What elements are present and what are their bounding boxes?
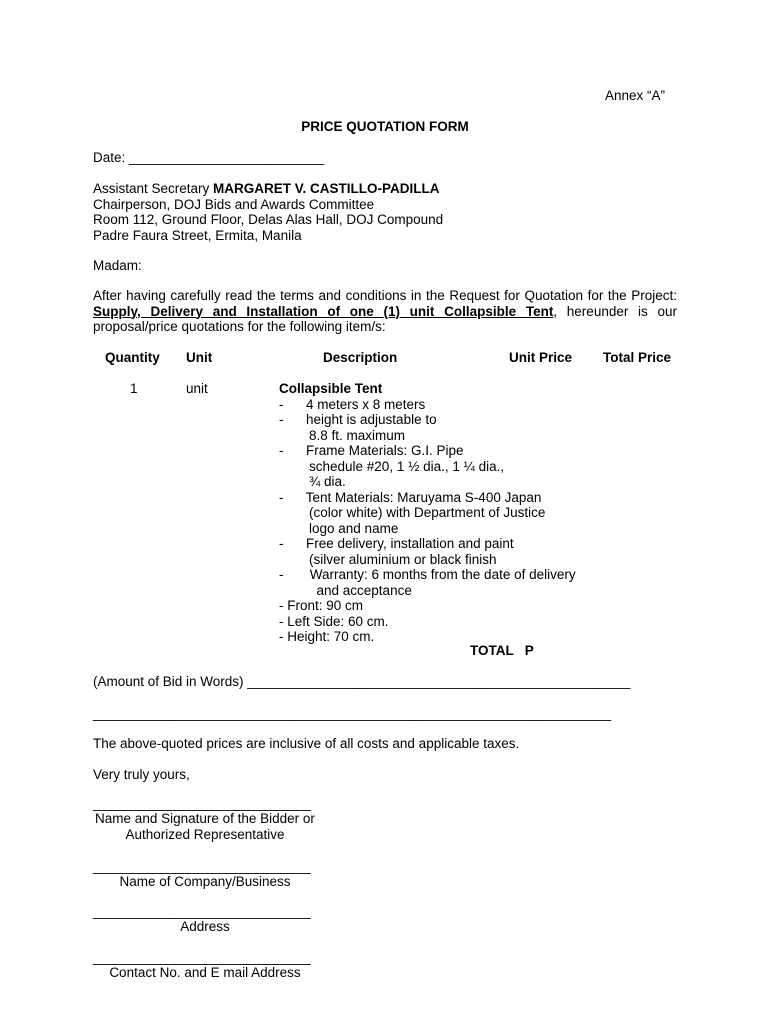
form-title: PRICE QUOTATION FORM: [301, 119, 469, 134]
addressee-line: Room 112, Ground Floor, Delas Alas Hall, DOJ Compound: [93, 212, 444, 227]
col-header-unit-price: Unit Price: [509, 350, 573, 365]
desc-line: - Tent Materials: Maruyama S-400 Japan: [279, 489, 542, 505]
company-line: _____________________________: [93, 859, 311, 874]
desc-line: - 4 meters x 8 meters: [279, 396, 426, 412]
intro-after: , hereunder is our proposal/price quotations for the following item/s:: [93, 303, 678, 334]
row-quantity: 1: [130, 381, 138, 396]
salutation: Madam:: [93, 258, 142, 273]
intro-paragraph: [93, 288, 677, 335]
desc-line: schedule #20, 1 ½ dia., 1 ¼ dia.,: [279, 458, 505, 474]
contact-label: Contact No. and E mail Address: [109, 965, 301, 980]
col-header-total-price: Total Price: [603, 350, 672, 365]
desc-line: 8.8 ft. maximum: [279, 427, 406, 443]
inclusive-note: The above-quoted prices are inclusive of all costs and applicable taxes.: [93, 736, 520, 751]
total-label: TOTAL P: [470, 643, 534, 658]
col-header-description: Description: [323, 350, 398, 365]
desc-line: (color white) with Department of Justice: [279, 505, 546, 520]
addressee-line: Padre Faura Street, Ermita, Manila: [93, 227, 302, 243]
date-field: Date: __________________________: [93, 150, 325, 165]
signature-line: _____________________________: [93, 796, 311, 811]
company-label: Name of Company/Business: [119, 874, 291, 889]
intro-before: After having carefully read the terms and conditions in the Request for Quotation for the Project:: [93, 288, 677, 303]
desc-line: - Frame Materials: G.I. Pipe: [279, 443, 464, 458]
desc-line: logo and name: [279, 520, 399, 536]
desc-line: - Height: 70 cm.: [279, 629, 375, 644]
signature-label-bidder: Name and Signature of the Bidder or Authorized Representative: [95, 811, 315, 842]
row-unit: unit: [186, 381, 208, 396]
desc-line: and acceptance: [279, 582, 412, 598]
desc-line: - Front: 90 cm: [279, 598, 364, 613]
annex-label: Annex “A”: [605, 88, 666, 103]
desc-line: ¾ dia.: [279, 474, 346, 489]
item-name: Collapsible Tent: [279, 381, 383, 396]
addressee-block: [93, 181, 443, 243]
col-header-unit: Unit: [186, 350, 213, 365]
addressee-name-line: [93, 181, 443, 197]
desc-line: - Free delivery, installation and paint: [279, 536, 514, 551]
address-label: Address: [180, 919, 230, 934]
amount-in-words: (Amount of Bid in Words) ___________________________________________________: [93, 674, 631, 689]
addressee-line: Chairperson, DOJ Bids and Awards Committee: [93, 196, 375, 212]
desc-line: - Warranty: 6 months from the date of delivery: [279, 567, 576, 582]
closing: Very truly yours,: [93, 767, 190, 782]
desc-line: - height is adjustable to: [279, 412, 437, 427]
project-title: Supply, Delivery and Installation of one (1) unit Collapsible Tent: [93, 303, 554, 319]
addressee-prefix: Assistant Secretary: [93, 181, 214, 196]
addressee-name: MARGARET V. CASTILLO-PADILLA: [213, 181, 440, 196]
col-header-quantity: Quantity: [105, 350, 160, 365]
amount-in-words-line2: _____________________________________________________________________: [93, 706, 612, 721]
address-line: _____________________________: [93, 904, 311, 919]
contact-line: _____________________________: [93, 950, 311, 965]
row-description: [279, 381, 576, 645]
desc-line: - Left Side: 60 cm.: [279, 613, 389, 629]
desc-line: (silver aluminium or black finish: [279, 551, 497, 567]
